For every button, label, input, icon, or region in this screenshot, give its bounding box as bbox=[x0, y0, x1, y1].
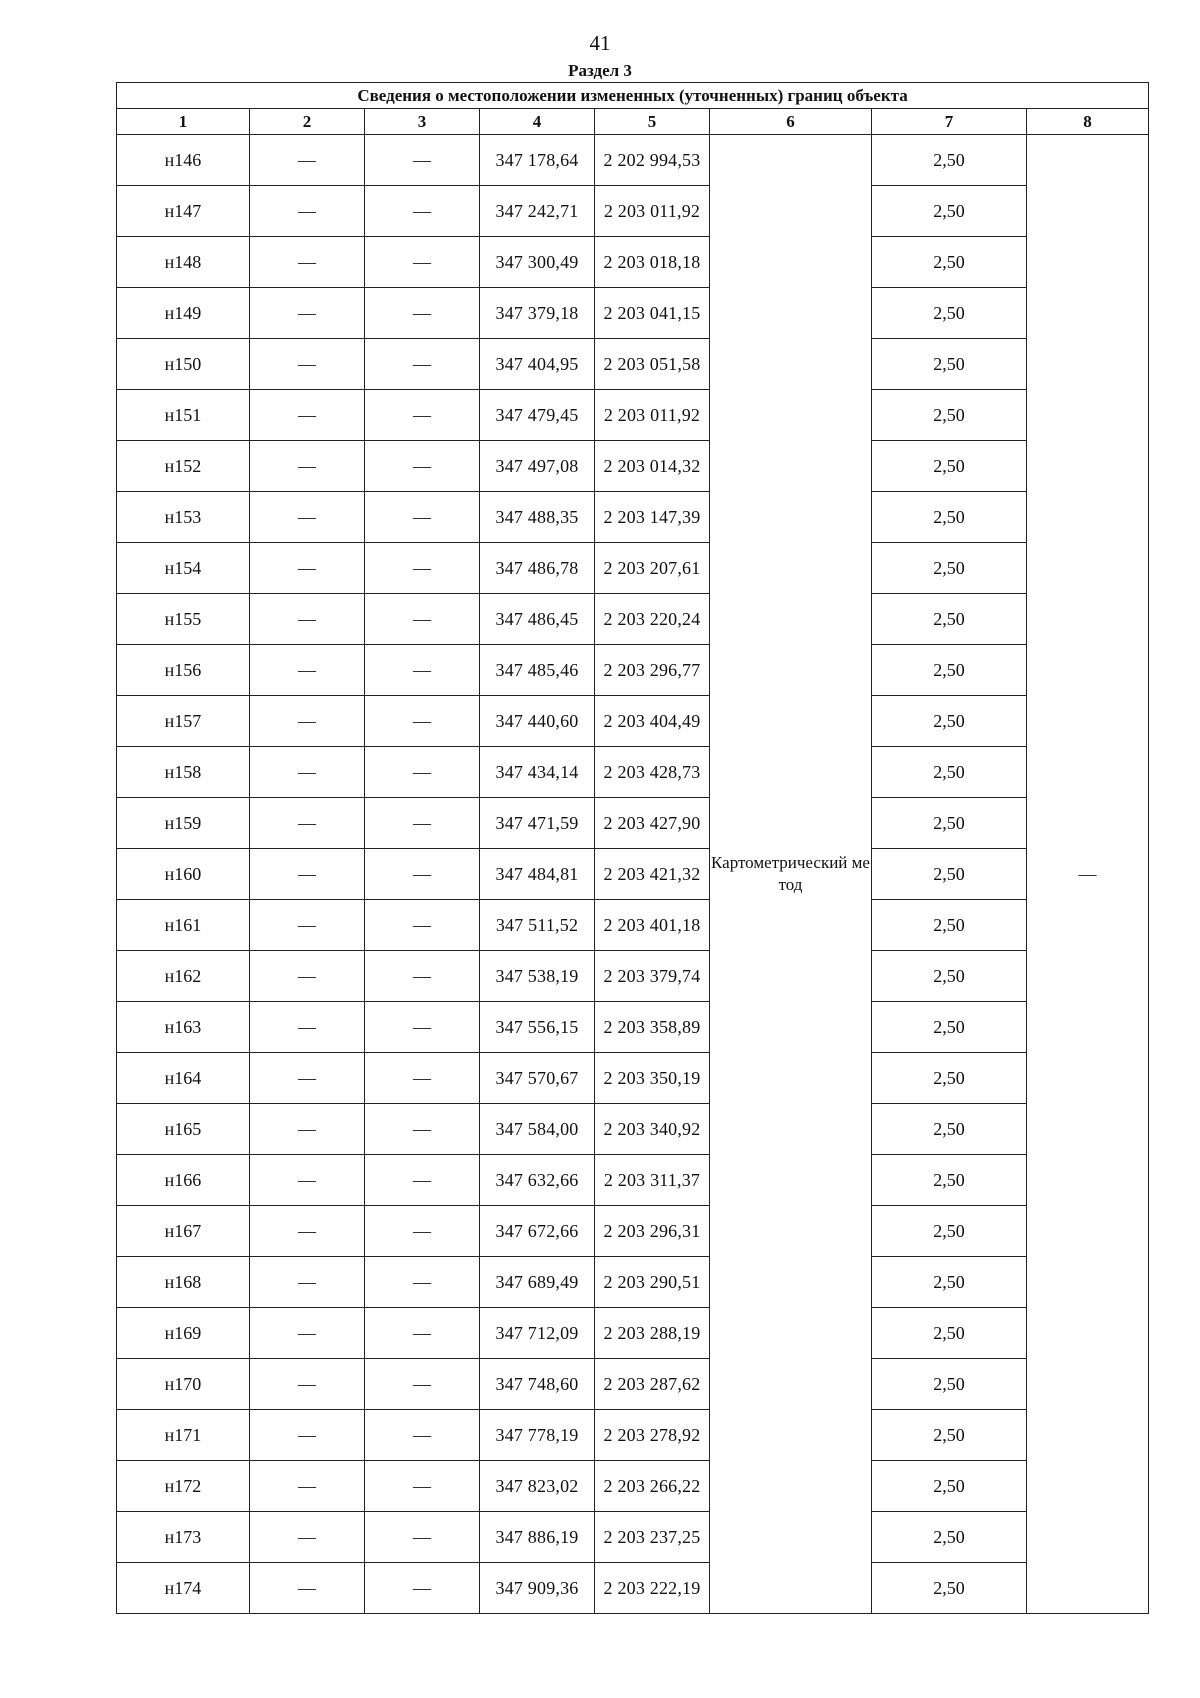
column-number: 1 bbox=[117, 109, 250, 135]
col2-cell: — bbox=[250, 645, 365, 696]
col2-cell: — bbox=[250, 135, 365, 186]
x-coordinate-cell: 347 909,36 bbox=[480, 1563, 595, 1614]
col3-cell: — bbox=[365, 237, 480, 288]
point-id-cell: н170 bbox=[117, 1359, 250, 1410]
x-coordinate-cell: 347 440,60 bbox=[480, 696, 595, 747]
col3-cell: — bbox=[365, 1053, 480, 1104]
col2-cell: — bbox=[250, 696, 365, 747]
point-id-cell: н147 bbox=[117, 186, 250, 237]
accuracy-cell: 2,50 bbox=[872, 1512, 1027, 1563]
point-id-cell: н163 bbox=[117, 1002, 250, 1053]
col3-cell: — bbox=[365, 1461, 480, 1512]
accuracy-cell: 2,50 bbox=[872, 1563, 1027, 1614]
col2-cell: — bbox=[250, 849, 365, 900]
y-coordinate-cell: 2 203 428,73 bbox=[595, 747, 710, 798]
y-coordinate-cell: 2 203 266,22 bbox=[595, 1461, 710, 1512]
x-coordinate-cell: 347 379,18 bbox=[480, 288, 595, 339]
x-coordinate-cell: 347 479,45 bbox=[480, 390, 595, 441]
table-row bbox=[117, 543, 1149, 594]
y-coordinate-cell: 2 203 278,92 bbox=[595, 1410, 710, 1461]
point-id-cell: н152 bbox=[117, 441, 250, 492]
table-row bbox=[117, 1410, 1149, 1461]
column-number: 2 bbox=[250, 109, 365, 135]
table-row bbox=[117, 1206, 1149, 1257]
col3-cell: — bbox=[365, 951, 480, 1002]
y-coordinate-cell: 2 203 011,92 bbox=[595, 186, 710, 237]
col3-cell: — bbox=[365, 747, 480, 798]
y-coordinate-cell: 2 203 222,19 bbox=[595, 1563, 710, 1614]
accuracy-cell: 2,50 bbox=[872, 186, 1027, 237]
y-coordinate-cell: 2 203 287,62 bbox=[595, 1359, 710, 1410]
col3-cell: — bbox=[365, 900, 480, 951]
y-coordinate-cell: 2 203 220,24 bbox=[595, 594, 710, 645]
x-coordinate-cell: 347 672,66 bbox=[480, 1206, 595, 1257]
accuracy-cell: 2,50 bbox=[872, 237, 1027, 288]
col2-cell: — bbox=[250, 1461, 365, 1512]
col2-cell: — bbox=[250, 1002, 365, 1053]
point-id-cell: н159 bbox=[117, 798, 250, 849]
y-coordinate-cell: 2 203 404,49 bbox=[595, 696, 710, 747]
accuracy-cell: 2,50 bbox=[872, 339, 1027, 390]
col2-cell: — bbox=[250, 492, 365, 543]
table-row bbox=[117, 441, 1149, 492]
col3-cell: — bbox=[365, 492, 480, 543]
col2-cell: — bbox=[250, 1257, 365, 1308]
col2-cell: — bbox=[250, 1308, 365, 1359]
x-coordinate-cell: 347 886,19 bbox=[480, 1512, 595, 1563]
x-coordinate-cell: 347 632,66 bbox=[480, 1155, 595, 1206]
col2-cell: — bbox=[250, 1155, 365, 1206]
col3-cell: — bbox=[365, 186, 480, 237]
column-number-row bbox=[117, 109, 1149, 135]
x-coordinate-cell: 347 488,35 bbox=[480, 492, 595, 543]
accuracy-cell: 2,50 bbox=[872, 594, 1027, 645]
y-coordinate-cell: 2 203 401,18 bbox=[595, 900, 710, 951]
accuracy-cell: 2,50 bbox=[872, 441, 1027, 492]
col3-cell: — bbox=[365, 1410, 480, 1461]
point-id-cell: н164 bbox=[117, 1053, 250, 1104]
y-coordinate-cell: 2 203 041,15 bbox=[595, 288, 710, 339]
x-coordinate-cell: 347 484,81 bbox=[480, 849, 595, 900]
col2-cell: — bbox=[250, 1206, 365, 1257]
table-row bbox=[117, 186, 1149, 237]
table-row bbox=[117, 339, 1149, 390]
table-row bbox=[117, 747, 1149, 798]
y-coordinate-cell: 2 203 018,18 bbox=[595, 237, 710, 288]
x-coordinate-cell: 347 748,60 bbox=[480, 1359, 595, 1410]
y-coordinate-cell: 2 203 051,58 bbox=[595, 339, 710, 390]
table-row bbox=[117, 696, 1149, 747]
table-row bbox=[117, 1104, 1149, 1155]
y-coordinate-cell: 2 203 358,89 bbox=[595, 1002, 710, 1053]
point-id-cell: н162 bbox=[117, 951, 250, 1002]
table-row bbox=[117, 798, 1149, 849]
col2-cell: — bbox=[250, 747, 365, 798]
point-id-cell: н158 bbox=[117, 747, 250, 798]
col3-cell: — bbox=[365, 543, 480, 594]
point-id-cell: н157 bbox=[117, 696, 250, 747]
point-id-cell: н172 bbox=[117, 1461, 250, 1512]
point-id-cell: н154 bbox=[117, 543, 250, 594]
col3-cell: — bbox=[365, 1257, 480, 1308]
x-coordinate-cell: 347 471,59 bbox=[480, 798, 595, 849]
y-coordinate-cell: 2 203 427,90 bbox=[595, 798, 710, 849]
table-row bbox=[117, 1308, 1149, 1359]
x-coordinate-cell: 347 712,09 bbox=[480, 1308, 595, 1359]
table-row bbox=[117, 1257, 1149, 1308]
col2-cell: — bbox=[250, 1512, 365, 1563]
col8-cell: — bbox=[1027, 135, 1149, 1614]
column-number: 7 bbox=[872, 109, 1027, 135]
table-caption-row bbox=[117, 83, 1149, 109]
point-id-cell: н167 bbox=[117, 1206, 250, 1257]
col3-cell: — bbox=[365, 1512, 480, 1563]
x-coordinate-cell: 347 485,46 bbox=[480, 645, 595, 696]
table-row bbox=[117, 390, 1149, 441]
x-coordinate-cell: 347 778,19 bbox=[480, 1410, 595, 1461]
y-coordinate-cell: 2 203 296,77 bbox=[595, 645, 710, 696]
col3-cell: — bbox=[365, 1206, 480, 1257]
x-coordinate-cell: 347 584,00 bbox=[480, 1104, 595, 1155]
col2-cell: — bbox=[250, 900, 365, 951]
table-row bbox=[117, 1563, 1149, 1614]
accuracy-cell: 2,50 bbox=[872, 1206, 1027, 1257]
accuracy-cell: 2,50 bbox=[872, 1002, 1027, 1053]
col2-cell: — bbox=[250, 594, 365, 645]
point-id-cell: н165 bbox=[117, 1104, 250, 1155]
accuracy-cell: 2,50 bbox=[872, 1359, 1027, 1410]
table-row bbox=[117, 645, 1149, 696]
accuracy-cell: 2,50 bbox=[872, 696, 1027, 747]
col3-cell: — bbox=[365, 696, 480, 747]
col3-cell: — bbox=[365, 594, 480, 645]
col2-cell: — bbox=[250, 441, 365, 492]
y-coordinate-cell: 2 203 350,19 bbox=[595, 1053, 710, 1104]
x-coordinate-cell: 347 689,49 bbox=[480, 1257, 595, 1308]
point-id-cell: н161 bbox=[117, 900, 250, 951]
col3-cell: — bbox=[365, 390, 480, 441]
col3-cell: — bbox=[365, 288, 480, 339]
col2-cell: — bbox=[250, 237, 365, 288]
table-row bbox=[117, 237, 1149, 288]
table-row bbox=[117, 288, 1149, 339]
table-row bbox=[117, 849, 1149, 900]
point-id-cell: н149 bbox=[117, 288, 250, 339]
x-coordinate-cell: 347 823,02 bbox=[480, 1461, 595, 1512]
x-coordinate-cell: 347 570,67 bbox=[480, 1053, 595, 1104]
point-id-cell: н169 bbox=[117, 1308, 250, 1359]
column-number: 3 bbox=[365, 109, 480, 135]
col3-cell: — bbox=[365, 1308, 480, 1359]
coordinates-table bbox=[116, 82, 1149, 1614]
x-coordinate-cell: 347 300,49 bbox=[480, 237, 595, 288]
table-row bbox=[117, 1461, 1149, 1512]
accuracy-cell: 2,50 bbox=[872, 1104, 1027, 1155]
point-id-cell: н151 bbox=[117, 390, 250, 441]
col3-cell: — bbox=[365, 849, 480, 900]
x-coordinate-cell: 347 486,45 bbox=[480, 594, 595, 645]
point-id-cell: н174 bbox=[117, 1563, 250, 1614]
accuracy-cell: 2,50 bbox=[872, 900, 1027, 951]
col3-cell: — bbox=[365, 339, 480, 390]
accuracy-cell: 2,50 bbox=[872, 543, 1027, 594]
column-number: 4 bbox=[480, 109, 595, 135]
col3-cell: — bbox=[365, 135, 480, 186]
col3-cell: — bbox=[365, 1155, 480, 1206]
accuracy-cell: 2,50 bbox=[872, 135, 1027, 186]
accuracy-cell: 2,50 bbox=[872, 951, 1027, 1002]
point-id-cell: н148 bbox=[117, 237, 250, 288]
col2-cell: — bbox=[250, 1053, 365, 1104]
table-body bbox=[117, 135, 1149, 1614]
accuracy-cell: 2,50 bbox=[872, 288, 1027, 339]
accuracy-cell: 2,50 bbox=[872, 747, 1027, 798]
accuracy-cell: 2,50 bbox=[872, 1308, 1027, 1359]
col3-cell: — bbox=[365, 1359, 480, 1410]
table-caption: Сведения о местоположении измененных (уточненных) границ объекта bbox=[117, 83, 1149, 109]
col2-cell: — bbox=[250, 186, 365, 237]
accuracy-cell: 2,50 bbox=[872, 390, 1027, 441]
table-row bbox=[117, 135, 1149, 186]
y-coordinate-cell: 2 203 237,25 bbox=[595, 1512, 710, 1563]
y-coordinate-cell: 2 203 207,61 bbox=[595, 543, 710, 594]
method-cell: Картометрический метод bbox=[710, 135, 872, 1614]
x-coordinate-cell: 347 497,08 bbox=[480, 441, 595, 492]
x-coordinate-cell: 347 434,14 bbox=[480, 747, 595, 798]
section-title: Раздел 3 bbox=[568, 61, 632, 80]
table-row bbox=[117, 1053, 1149, 1104]
col2-cell: — bbox=[250, 1359, 365, 1410]
x-coordinate-cell: 347 178,64 bbox=[480, 135, 595, 186]
column-number: 5 bbox=[595, 109, 710, 135]
y-coordinate-cell: 2 203 421,32 bbox=[595, 849, 710, 900]
point-id-cell: н171 bbox=[117, 1410, 250, 1461]
accuracy-cell: 2,50 bbox=[872, 1410, 1027, 1461]
y-coordinate-cell: 2 203 340,92 bbox=[595, 1104, 710, 1155]
point-id-cell: н146 bbox=[117, 135, 250, 186]
x-coordinate-cell: 347 511,52 bbox=[480, 900, 595, 951]
col2-cell: — bbox=[250, 288, 365, 339]
point-id-cell: н160 bbox=[117, 849, 250, 900]
accuracy-cell: 2,50 bbox=[872, 645, 1027, 696]
table-row bbox=[117, 1155, 1149, 1206]
table-row bbox=[117, 492, 1149, 543]
table-row bbox=[117, 1359, 1149, 1410]
point-id-cell: н156 bbox=[117, 645, 250, 696]
point-id-cell: н166 bbox=[117, 1155, 250, 1206]
point-id-cell: н173 bbox=[117, 1512, 250, 1563]
col3-cell: — bbox=[365, 645, 480, 696]
column-number: 6 bbox=[710, 109, 872, 135]
table-row bbox=[117, 594, 1149, 645]
x-coordinate-cell: 347 404,95 bbox=[480, 339, 595, 390]
col3-cell: — bbox=[365, 1563, 480, 1614]
table-row bbox=[117, 1002, 1149, 1053]
y-coordinate-cell: 2 203 379,74 bbox=[595, 951, 710, 1002]
accuracy-cell: 2,50 bbox=[872, 1257, 1027, 1308]
accuracy-cell: 2,50 bbox=[872, 849, 1027, 900]
accuracy-cell: 2,50 bbox=[872, 492, 1027, 543]
col2-cell: — bbox=[250, 798, 365, 849]
point-id-cell: н153 bbox=[117, 492, 250, 543]
y-coordinate-cell: 2 203 011,92 bbox=[595, 390, 710, 441]
y-coordinate-cell: 2 203 014,32 bbox=[595, 441, 710, 492]
table-row bbox=[117, 1512, 1149, 1563]
col2-cell: — bbox=[250, 1563, 365, 1614]
x-coordinate-cell: 347 538,19 bbox=[480, 951, 595, 1002]
accuracy-cell: 2,50 bbox=[872, 1461, 1027, 1512]
y-coordinate-cell: 2 203 147,39 bbox=[595, 492, 710, 543]
column-number: 8 bbox=[1027, 109, 1149, 135]
col2-cell: — bbox=[250, 1410, 365, 1461]
col2-cell: — bbox=[250, 339, 365, 390]
point-id-cell: н150 bbox=[117, 339, 250, 390]
col2-cell: — bbox=[250, 543, 365, 594]
table-row bbox=[117, 951, 1149, 1002]
col2-cell: — bbox=[250, 1104, 365, 1155]
page-number: 41 bbox=[589, 31, 611, 55]
x-coordinate-cell: 347 486,78 bbox=[480, 543, 595, 594]
table-row bbox=[117, 900, 1149, 951]
y-coordinate-cell: 2 203 296,31 bbox=[595, 1206, 710, 1257]
accuracy-cell: 2,50 bbox=[872, 798, 1027, 849]
point-id-cell: н168 bbox=[117, 1257, 250, 1308]
col3-cell: — bbox=[365, 798, 480, 849]
col2-cell: — bbox=[250, 951, 365, 1002]
col3-cell: — bbox=[365, 1002, 480, 1053]
col2-cell: — bbox=[250, 390, 365, 441]
y-coordinate-cell: 2 203 311,37 bbox=[595, 1155, 710, 1206]
x-coordinate-cell: 347 242,71 bbox=[480, 186, 595, 237]
accuracy-cell: 2,50 bbox=[872, 1053, 1027, 1104]
x-coordinate-cell: 347 556,15 bbox=[480, 1002, 595, 1053]
col3-cell: — bbox=[365, 1104, 480, 1155]
accuracy-cell: 2,50 bbox=[872, 1155, 1027, 1206]
col3-cell: — bbox=[365, 441, 480, 492]
y-coordinate-cell: 2 203 290,51 bbox=[595, 1257, 710, 1308]
y-coordinate-cell: 2 202 994,53 bbox=[595, 135, 710, 186]
y-coordinate-cell: 2 203 288,19 bbox=[595, 1308, 710, 1359]
point-id-cell: н155 bbox=[117, 594, 250, 645]
